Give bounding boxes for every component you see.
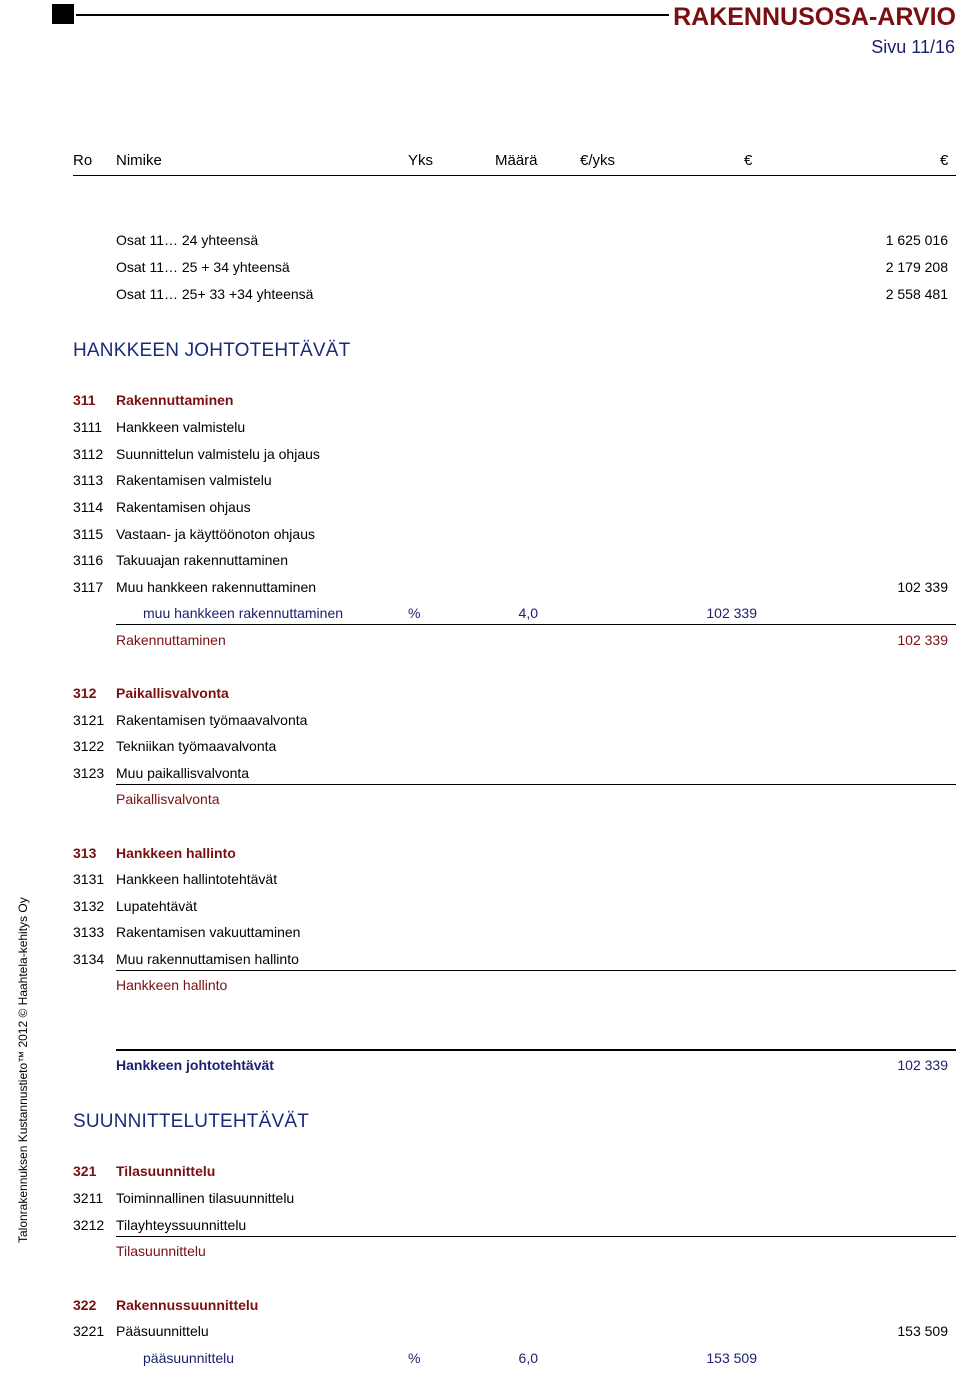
section-heading-johtotehtavat: HANKKEEN JOHTOTEHTÄVÄT (73, 340, 351, 361)
row-code: 3221 (73, 1323, 105, 1339)
total-label-2: Osat 11… 25 + 34 yhteensä (116, 259, 290, 275)
row-code: 3211 (73, 1190, 104, 1206)
detail-total: 102 339 (706, 605, 757, 621)
row-code: 3212 (73, 1217, 105, 1233)
row-code: 3117 (73, 579, 104, 595)
row-code: 3123 (73, 765, 105, 781)
row-code: 3116 (73, 552, 104, 568)
total-label-1: Osat 11… 24 yhteensä (116, 232, 259, 248)
row-code: 3114 (73, 499, 104, 515)
group-name: Rakennussuunnittelu (116, 1297, 259, 1313)
subtotal-name: Hankkeen hallinto (116, 977, 228, 993)
detail-unit: % (408, 605, 421, 621)
subtotal-rule (116, 784, 956, 785)
group-name: Rakennuttaminen (116, 392, 234, 408)
row-code: 3113 (73, 472, 104, 488)
main-total-name: Hankkeen johtotehtävät (116, 1057, 274, 1073)
total-value-1: 1 625 016 (885, 232, 948, 248)
row-value: 102 339 (897, 579, 948, 595)
row-code: 3112 (73, 446, 104, 462)
detail-qty: 6,0 (518, 1350, 538, 1366)
row-name: Vastaan- ja käyttöönoton ohjaus (116, 526, 315, 542)
col-header-eur-total: € (940, 152, 949, 169)
row-name: Muu hankkeen rakennuttaminen (116, 579, 317, 595)
row-value: 153 509 (897, 1323, 948, 1339)
subtotal-name: Paikallisvalvonta (116, 791, 220, 807)
header-rule (76, 14, 669, 16)
row-code: 3121 (73, 712, 105, 728)
group-code: 321 (73, 1163, 97, 1179)
detail-unit: % (408, 1350, 421, 1366)
group-code: 311 (73, 392, 96, 408)
row-code: 3115 (73, 526, 104, 542)
group-code: 313 (73, 845, 97, 861)
row-name: Muu rakennuttamisen hallinto (116, 951, 299, 967)
row-code: 3122 (73, 738, 105, 754)
group-code: 322 (73, 1297, 97, 1313)
detail-name: pääsuunnittelu (143, 1350, 235, 1366)
subtotal-name: Rakennuttaminen (116, 632, 226, 648)
row-name: Muu paikallisvalvonta (116, 765, 250, 781)
row-code: 3133 (73, 924, 105, 940)
row-name: Rakentamisen ohjaus (116, 499, 251, 515)
row-name: Tilayhteyssuunnittelu (116, 1217, 247, 1233)
row-code: 3134 (73, 951, 105, 967)
col-header-eur-per-unit: €/yks (580, 152, 616, 169)
main-total-rule (116, 1049, 956, 1051)
total-value-3: 2 558 481 (885, 286, 948, 302)
row-name: Hankkeen valmistelu (116, 419, 246, 435)
total-label-3: Osat 11… 25+ 33 +34 yhteensä (116, 286, 314, 302)
detail-qty: 4,0 (518, 605, 538, 621)
row-name: Pääsuunnittelu (116, 1323, 209, 1339)
total-value-2: 2 179 208 (885, 259, 948, 275)
header-black-square (52, 4, 74, 24)
row-name: Rakentamisen valmistelu (116, 472, 272, 488)
col-header-yks: Yks (408, 152, 434, 169)
row-name: Suunnittelun valmistelu ja ohjaus (116, 446, 320, 462)
row-code: 3132 (73, 898, 105, 914)
subtotal-rule (116, 970, 956, 971)
col-header-nimike: Nimike (116, 152, 162, 169)
group-name: Paikallisvalvonta (116, 685, 229, 701)
subtotal-rule (116, 1236, 956, 1237)
group-code: 312 (73, 685, 97, 701)
subtotal-name: Tilasuunnittelu (116, 1243, 206, 1259)
col-header-eur: € (744, 152, 753, 169)
detail-name: muu hankkeen rakennuttaminen (143, 605, 344, 621)
col-header-ro: Ro (73, 152, 93, 169)
subtotal-value: 102 339 (897, 632, 948, 648)
row-code: 3111 (73, 419, 103, 435)
row-code: 3131 (73, 871, 105, 887)
row-name: Toiminnallinen tilasuunnittelu (116, 1190, 295, 1206)
header-underline (73, 175, 956, 176)
document-title: RAKENNUSOSA-ARVIO (673, 3, 956, 31)
row-name: Takuuajan rakennuttaminen (116, 552, 289, 568)
row-name: Hankkeen hallintotehtävät (116, 871, 278, 887)
group-name: Hankkeen hallinto (116, 845, 236, 861)
detail-total: 153 509 (706, 1350, 757, 1366)
page-number: Sivu 11/16 (871, 37, 955, 57)
subtotal-rule (116, 624, 956, 625)
section-heading-suunnittelutehtavat: SUUNNITTELUTEHTÄVÄT (73, 1111, 310, 1132)
sidebar-copyright: Talonrakennuksen Kustannustieto™ 2012 © Haahtela-kehitys Oy (16, 897, 30, 1243)
row-name: Rakentamisen vakuuttaminen (116, 924, 301, 940)
row-name: Tekniikan työmaavalvonta (116, 738, 277, 754)
group-name: Tilasuunnittelu (116, 1163, 216, 1179)
row-name: Rakentamisen työmaavalvonta (116, 712, 308, 728)
main-total-value: 102 339 (897, 1057, 948, 1073)
col-header-maara: Määrä (495, 152, 538, 169)
row-name: Lupatehtävät (116, 898, 197, 914)
